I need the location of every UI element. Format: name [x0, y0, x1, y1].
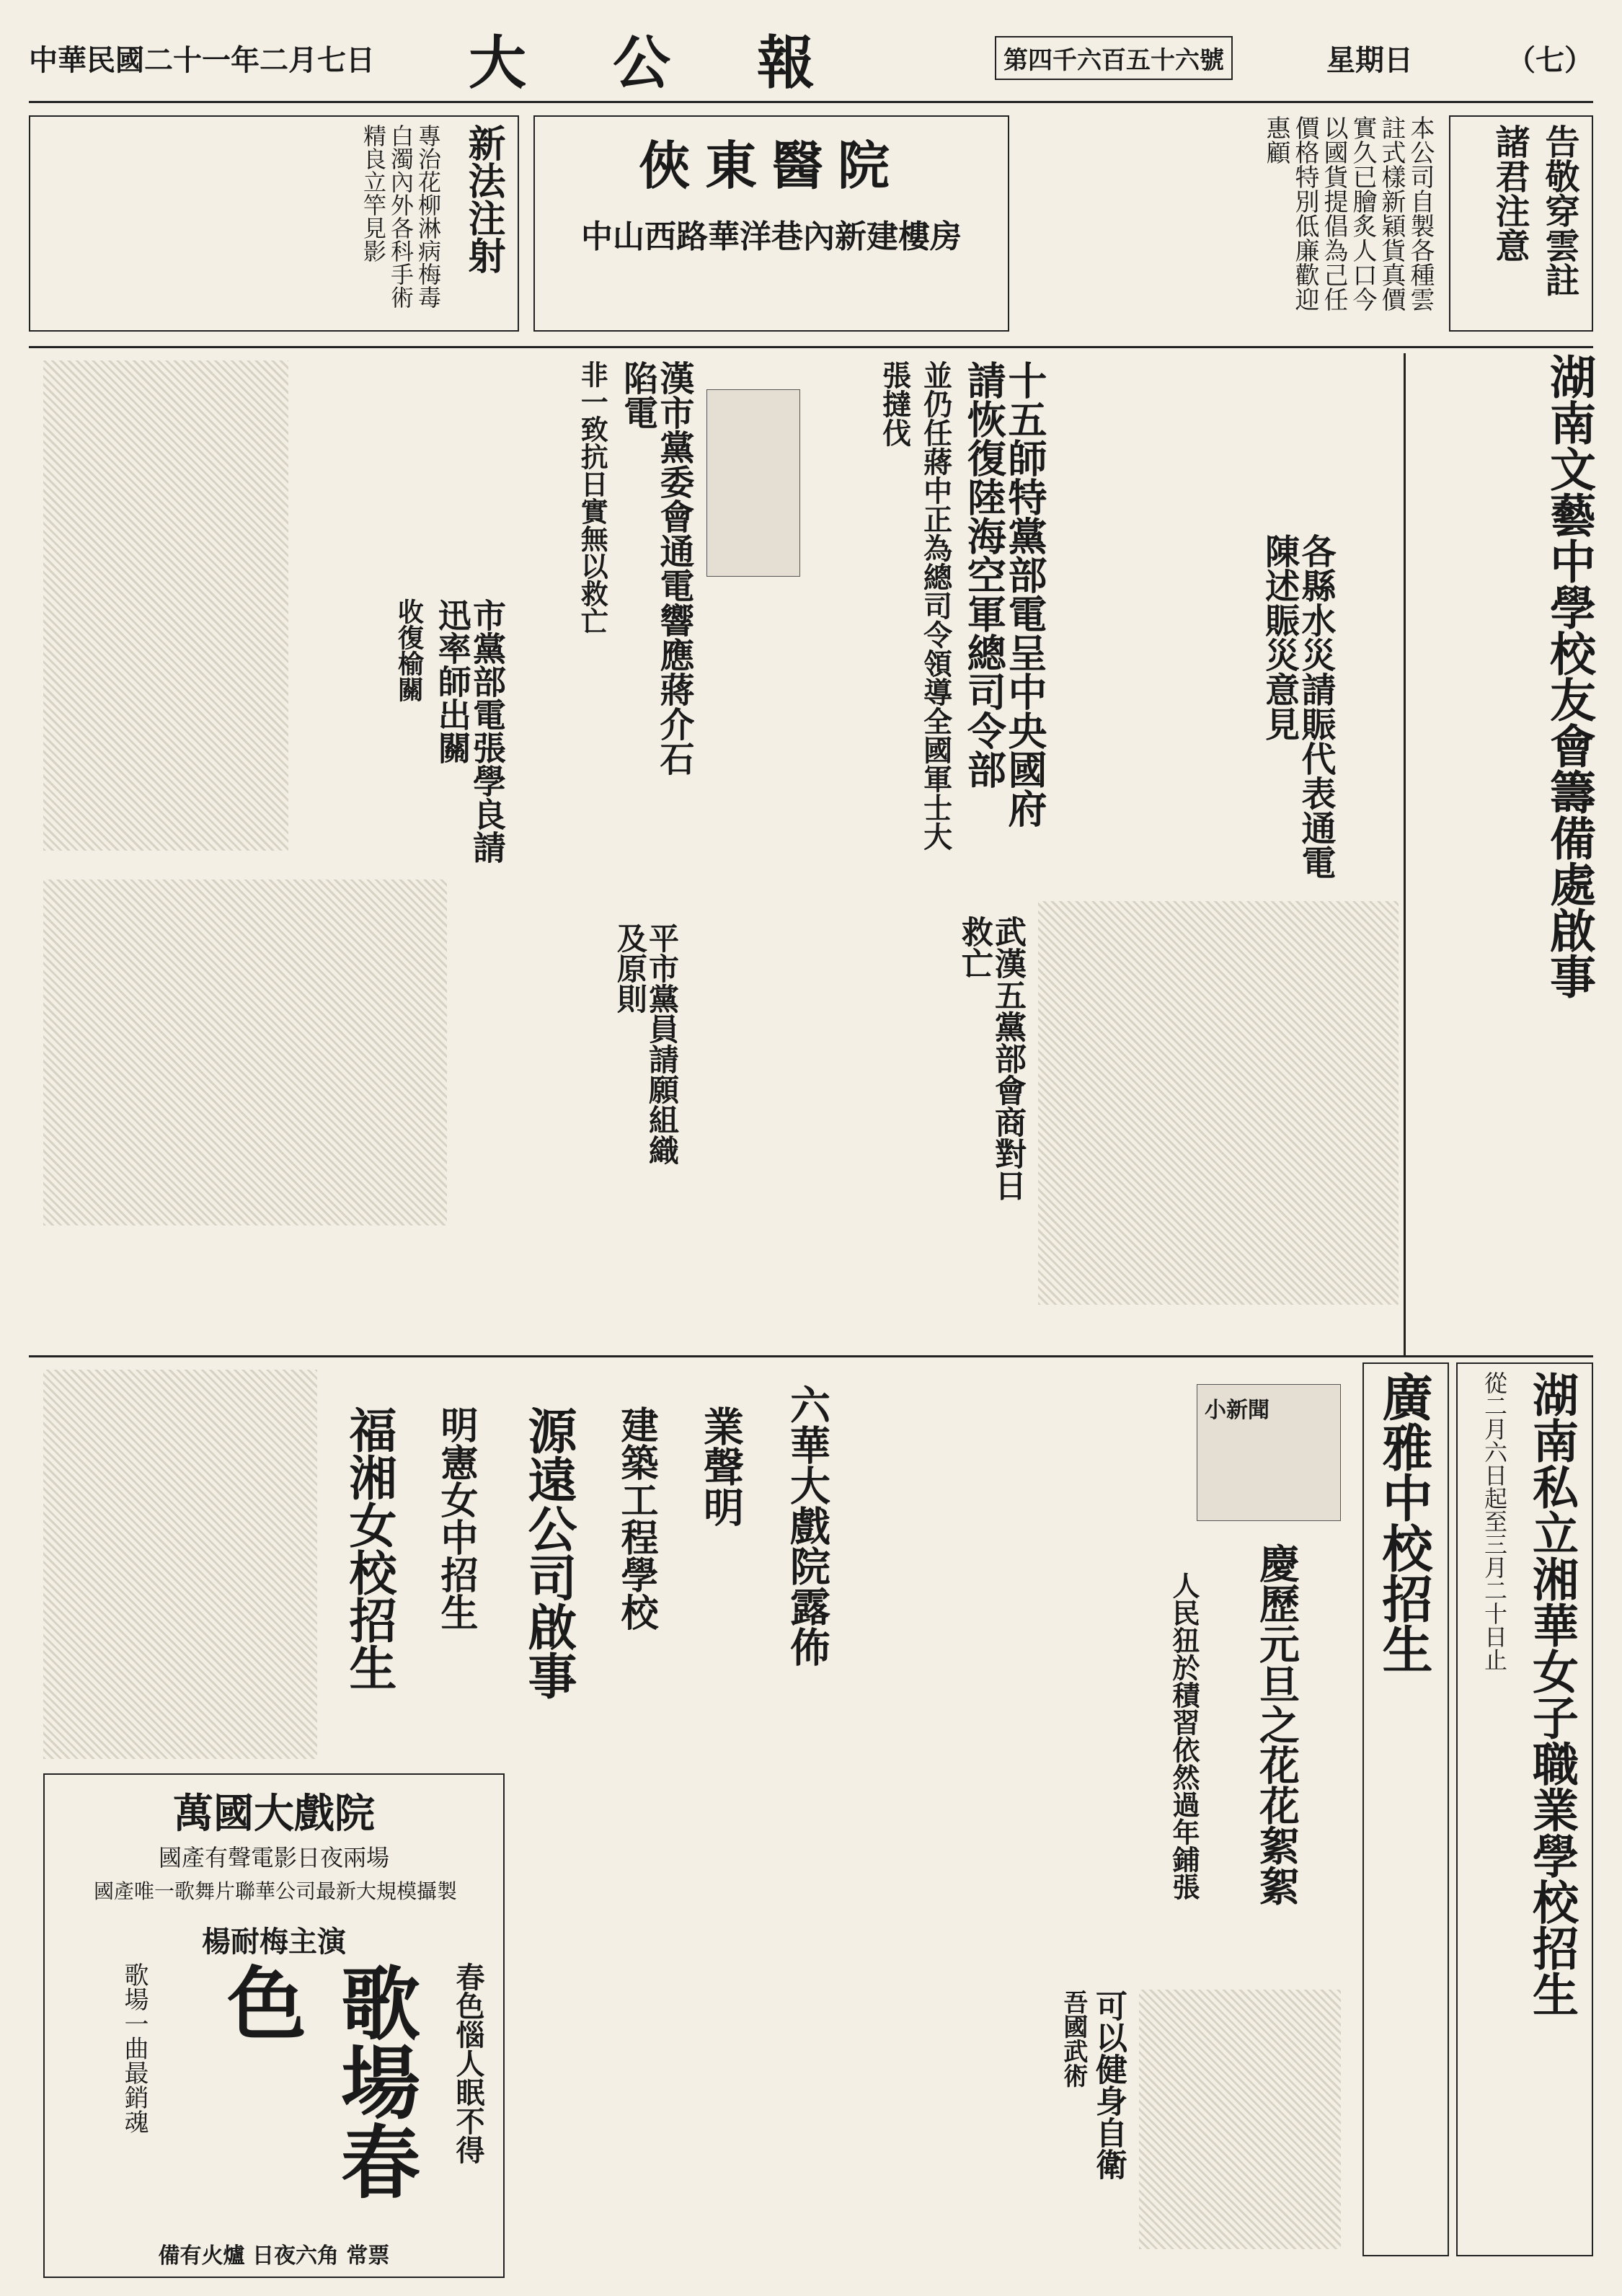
film-subtitle: 國產有聲電影日夜兩場	[158, 1844, 389, 1871]
sidebar-headline-block	[1211, 1543, 1298, 1946]
mingxian-title: 明憲女中招生	[434, 1406, 478, 1631]
hunan-school-dates: 從二月六日起至三月二十日止	[1481, 1371, 1508, 1671]
hunan-association-notice	[1413, 353, 1596, 1334]
sidebar-body	[1139, 1990, 1341, 2249]
news-story-1	[807, 360, 1048, 865]
top-ads-strip	[29, 108, 1593, 339]
small-news-illustration	[1197, 1384, 1341, 1521]
news-story-6	[461, 923, 678, 1168]
lower-body-columns	[43, 1370, 317, 1759]
hospital-ad	[533, 115, 1009, 332]
film-song-title: 歌場一曲最銷魂	[120, 1962, 149, 2134]
headline-6: 平市黨員請願組織及原則	[612, 923, 680, 1165]
theatre-notice	[757, 1384, 836, 1946]
film-tagline: 春色惱人眠不得	[451, 1962, 485, 2164]
news-body-columns-2	[43, 879, 447, 1225]
headline-2: 漢市黨委會通電響應蔣介石陷電	[617, 360, 694, 776]
yuye-notice	[670, 1406, 750, 1766]
building-school-title: 建築工程學校	[614, 1406, 658, 1631]
hospital-address: 中山西路華洋巷內新建樓房	[581, 218, 962, 255]
medical-ad	[29, 115, 519, 332]
issue-number: 第四千六百五十六號	[995, 36, 1233, 80]
yuanyuan-title: 源遠公司啟事	[520, 1406, 577, 1700]
notice-ad-body: 本公司自製各種雲註式樣新穎貨真價實久已膾炙人口今以國貨提倡為己任價格特別低廉歡迎惠顧	[1262, 115, 1435, 311]
news-story-5	[851, 916, 1024, 1218]
paper-name: 大公報	[469, 28, 901, 97]
theatre-notice-title: 六華大戲院露佈	[784, 1384, 831, 1667]
news-story-4	[1096, 533, 1334, 894]
fuxiang-notice	[324, 1406, 404, 1766]
sidebar-sub-block	[1117, 1572, 1204, 1946]
sidebar-headline: 慶歷元旦之花花絮絮	[1253, 1543, 1300, 1906]
subhead-2: 非一致抗日實無以救亡	[576, 360, 609, 634]
hospital-name: 俠東醫院	[638, 135, 904, 196]
medical-ad-body: 專治花柳淋病梅毒白濁內外各科手術精良立竿見影	[360, 124, 442, 309]
film-theatre-name: 萬國大戲院	[173, 1790, 375, 1838]
film-footer: 備有火爐 日夜六角 常票	[158, 2243, 390, 2269]
mingxian-notice	[411, 1406, 483, 1694]
guangya-school-ad	[1362, 1362, 1449, 2256]
sidebar-article-sub: 吾國武術	[1058, 1990, 1088, 2088]
sidebar-article-block	[966, 1990, 1125, 2249]
news-body-columns-3	[1038, 901, 1399, 1305]
news-body-columns	[43, 360, 288, 851]
party-affairs-illustration	[706, 389, 800, 577]
film-title: 歌場春色	[214, 1962, 421, 2200]
notice-ad-title: 告敬穿雲註諸君注意	[1489, 124, 1579, 297]
film-desc: 國產唯一歌舞片聯華公司最新大規模攝製	[93, 1879, 457, 1903]
subhead-3: 收復榆關	[394, 598, 425, 702]
headline-3: 市黨部電張學良請迅率師出關	[433, 598, 507, 864]
headline-4: 各縣水災請賑代表通電陳述賑災意見	[1259, 533, 1336, 879]
subhead-1: 並仍任蔣中正為總司令領導全國軍士大張撻伐	[877, 360, 953, 851]
sidebar-sub: 人民狃於積習依然過年鋪張	[1168, 1572, 1200, 1900]
masthead-date: 中華民國二十一年二月七日	[29, 43, 375, 77]
hunan-school-ad	[1456, 1362, 1593, 2256]
headline-1: 十五師特黨部電呈中央國府請恢復陸海空軍總司令部	[961, 360, 1048, 828]
yuye-notice-title: 業聲明	[697, 1406, 745, 1527]
sidebar-article: 可以健身自衛	[1090, 1990, 1127, 2180]
masthead	[29, 22, 1593, 97]
page-number: （七）	[1507, 43, 1593, 77]
news-story-3	[303, 598, 505, 872]
hunan-school-title: 湖南私立湘華女子職業學校招生	[1525, 1371, 1579, 2017]
film-star-line: 楊耐梅主演	[202, 1925, 346, 1959]
building-school-notice	[591, 1406, 663, 1766]
small-news-box	[966, 1370, 1341, 2256]
news-story-2	[519, 360, 692, 779]
headline-5: 武漢五黨部會商對日救亡	[955, 916, 1026, 1201]
weekday: 星期日	[1326, 43, 1413, 77]
headline-7: 湖南文藝中學校友會籌備處啟事	[1542, 353, 1596, 999]
small-news-label: 小新聞	[1205, 1398, 1269, 1423]
medical-ad-title: 新法注射	[461, 124, 505, 274]
film-ad	[43, 1773, 505, 2278]
notice-ad	[1449, 115, 1593, 332]
fuxiang-title: 福湘女校招生	[341, 1406, 397, 1691]
guangya-school-title: 廣雅中校招生	[1374, 1371, 1434, 1674]
